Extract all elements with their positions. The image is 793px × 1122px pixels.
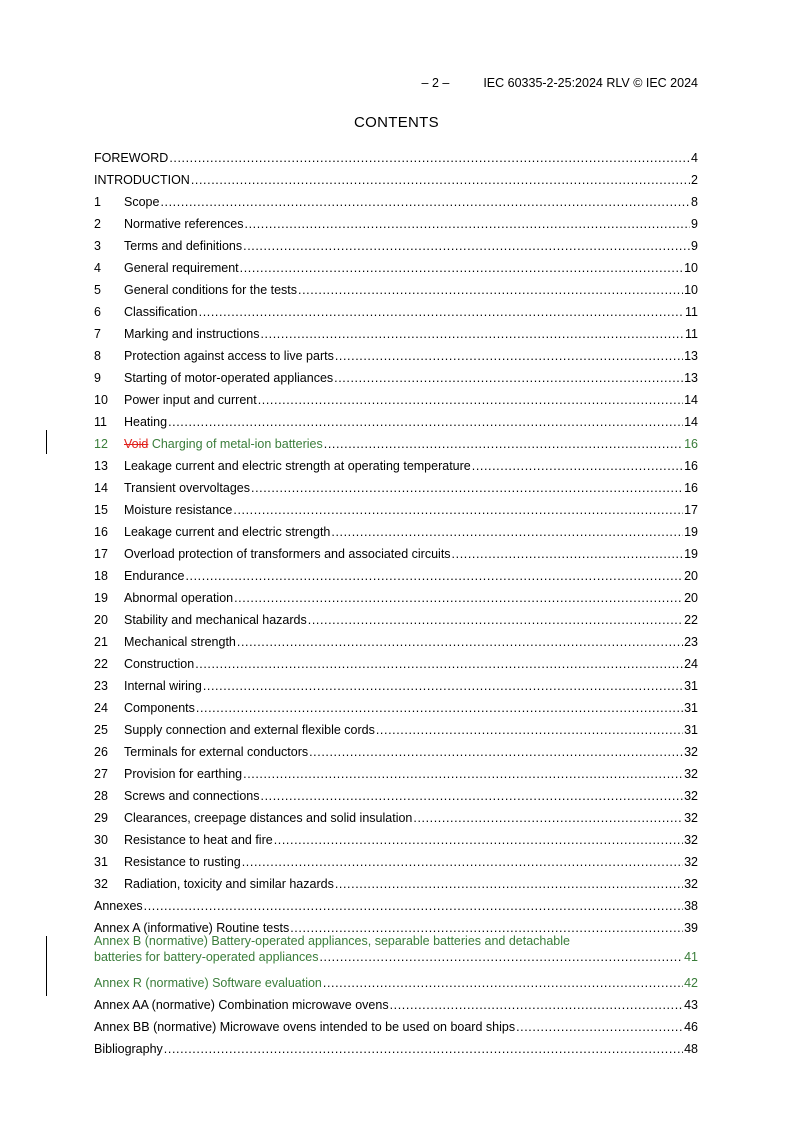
toc-entry-title: Normative references xyxy=(124,217,244,231)
dot-leader xyxy=(309,745,683,760)
toc-entry-page: 10 xyxy=(684,261,698,275)
toc-entry-page: 16 xyxy=(684,437,698,451)
toc-entry-title-continued: batteries for battery-operated appliances xyxy=(94,950,319,964)
dot-leader xyxy=(196,701,683,716)
toc-entry-page: 31 xyxy=(684,701,698,715)
toc-entry-page: 2 xyxy=(691,173,698,187)
toc-entry[interactable] xyxy=(94,496,698,518)
toc-entry-page: 32 xyxy=(684,767,698,781)
toc-entry-title: Annex BB (normative) Microwave ovens intended to be used on board ships xyxy=(94,1020,516,1034)
toc-entry-page: 9 xyxy=(691,239,698,253)
toc-entry-title: Transient overvoltages xyxy=(124,481,250,495)
dot-leader xyxy=(258,393,683,408)
dot-leader xyxy=(308,613,683,628)
dot-leader xyxy=(199,305,684,320)
toc-entry-title: Resistance to rusting xyxy=(124,855,241,869)
toc-entry[interactable] xyxy=(94,782,698,804)
toc-entry[interactable] xyxy=(94,672,698,694)
toc-entry-title: Endurance xyxy=(124,569,185,583)
toc-entry[interactable] xyxy=(94,870,698,892)
dot-leader xyxy=(185,569,683,584)
toc-entry[interactable] xyxy=(94,364,698,386)
toc-entry[interactable] xyxy=(94,298,698,320)
toc-entry-title: Heating xyxy=(124,415,168,429)
toc-entry-page: 39 xyxy=(684,921,698,935)
toc-entry-title: Components xyxy=(124,701,195,715)
toc-entry-page: 16 xyxy=(684,481,698,495)
toc-entry-page: 22 xyxy=(684,613,698,627)
toc-entry[interactable] xyxy=(94,584,698,606)
toc-entry[interactable] xyxy=(94,991,698,1013)
toc-entry[interactable] xyxy=(94,650,698,672)
dot-leader xyxy=(376,723,683,738)
dot-leader xyxy=(335,877,683,892)
toc-entry-title: Starting of motor-operated appliances xyxy=(124,371,334,385)
toc-entry-number: 29 xyxy=(94,811,108,825)
toc-entry-title: Annex R (normative) Software evaluation xyxy=(94,976,322,990)
toc-entry-number: 12 xyxy=(94,437,108,451)
dot-leader xyxy=(234,591,683,606)
toc-entry-page: 32 xyxy=(684,745,698,759)
toc-entry[interactable] xyxy=(94,826,698,848)
toc-entry-title: Resistance to heat and fire xyxy=(124,833,273,847)
toc-entry[interactable] xyxy=(94,562,698,584)
toc-entry[interactable] xyxy=(94,1035,698,1057)
dot-leader xyxy=(334,371,683,386)
toc-entry-number: 11 xyxy=(94,415,107,429)
change-bar-annex-b-r xyxy=(46,936,47,996)
toc-entry-number: 22 xyxy=(94,657,108,671)
toc-entry-page: 23 xyxy=(684,635,698,649)
dot-leader xyxy=(274,833,683,848)
toc-entry-number: 23 xyxy=(94,679,108,693)
dot-leader xyxy=(260,327,684,342)
toc-entry-page: 32 xyxy=(684,877,698,891)
toc-entry-title: General requirement xyxy=(124,261,239,275)
dot-leader xyxy=(237,635,683,650)
toc-entry-title: Clearances, creepage distances and solid insulation xyxy=(124,811,413,825)
toc-entry-title: Screws and connections xyxy=(124,789,260,803)
toc-entry[interactable] xyxy=(94,166,698,188)
toc-entry-number: 9 xyxy=(94,371,101,385)
toc-entry-number: 16 xyxy=(94,525,108,539)
toc-entry-page: 31 xyxy=(684,723,698,737)
toc-entry-page: 16 xyxy=(684,459,698,473)
toc-entry-page: 41 xyxy=(684,950,698,964)
toc-entry-page: 13 xyxy=(684,371,698,385)
toc-entry[interactable] xyxy=(94,738,698,760)
toc-entry-title: Leakage current and electric strength xyxy=(124,525,331,539)
toc-entry-page: 17 xyxy=(684,503,698,517)
toc-entry-title: Annex A (informative) Routine tests xyxy=(94,921,290,935)
toc-entry[interactable] xyxy=(94,320,698,342)
toc-entry[interactable] xyxy=(94,188,698,210)
toc-entry-page: 43 xyxy=(684,998,698,1012)
toc-entry-title: Abnormal operation xyxy=(124,591,234,605)
dot-leader xyxy=(144,899,683,914)
toc-entry[interactable] xyxy=(94,232,698,254)
toc-entry[interactable] xyxy=(94,804,698,826)
dot-leader xyxy=(472,459,683,474)
dot-leader xyxy=(331,525,683,540)
toc-entry-title: Annex B (normative) Battery-operated appliances, separable batteries and detachable xyxy=(94,934,570,948)
dot-leader xyxy=(261,789,684,804)
toc-entry[interactable] xyxy=(94,760,698,782)
toc-entry-title: Overload protection of transformers and associated circuits xyxy=(124,547,451,561)
toc-entry[interactable] xyxy=(94,210,698,232)
toc-entry-number: 21 xyxy=(94,635,108,649)
toc-entry-number: 27 xyxy=(94,767,108,781)
toc-entry-title: Leakage current and electric strength at operating temperature xyxy=(124,459,471,473)
dot-leader xyxy=(243,239,690,254)
toc-entry-number: 13 xyxy=(94,459,108,473)
toc-entry-title: General conditions for the tests xyxy=(124,283,298,297)
toc-entry-title: Protection against access to live parts xyxy=(124,349,334,363)
toc-entry-title: Marking and instructions xyxy=(124,327,260,341)
toc-entry-page: 20 xyxy=(684,591,698,605)
toc-entry[interactable] xyxy=(94,276,698,298)
dot-leader xyxy=(516,1020,683,1035)
toc-entry-page: 32 xyxy=(684,789,698,803)
dot-leader xyxy=(233,503,683,518)
toc-entry-title: Classification xyxy=(124,305,198,319)
toc-entry[interactable] xyxy=(94,386,698,408)
deleted-text: Void xyxy=(124,437,149,451)
toc-entry-number: 2 xyxy=(94,217,101,231)
toc-entry-number: 15 xyxy=(94,503,108,517)
toc-entry-page: 8 xyxy=(691,195,698,209)
toc-entry-title: Annex AA (normative) Combination microwave ovens xyxy=(94,998,389,1012)
toc-entry-number: 14 xyxy=(94,481,108,495)
toc-entry-page: 31 xyxy=(684,679,698,693)
toc-entry[interactable] xyxy=(94,606,698,628)
toc-entry[interactable] xyxy=(94,933,698,969)
dot-leader xyxy=(323,976,683,991)
dot-leader xyxy=(319,950,683,965)
dot-leader xyxy=(191,173,690,188)
dot-leader xyxy=(240,261,683,276)
toc-entry-number: 25 xyxy=(94,723,108,737)
toc-entry-number: 7 xyxy=(94,327,101,341)
toc-entry-page: 19 xyxy=(684,547,698,561)
toc-entry-title: Stability and mechanical hazards xyxy=(124,613,307,627)
document-reference: IEC 60335-2-25:2024 RLV © IEC 2024 xyxy=(483,76,698,90)
dot-leader xyxy=(251,481,683,496)
dot-leader xyxy=(195,657,683,672)
toc-entry-number: 31 xyxy=(94,855,108,869)
dot-leader xyxy=(245,217,691,232)
toc-entry-number: 20 xyxy=(94,613,108,627)
dot-leader xyxy=(390,998,684,1013)
toc-entry-number: 1 xyxy=(94,195,101,209)
toc-entry-number: 19 xyxy=(94,591,108,605)
toc-entry-page: 14 xyxy=(684,393,698,407)
toc-entry-number: 4 xyxy=(94,261,101,275)
toc-entry-title: Power input and current xyxy=(124,393,257,407)
toc-entry-title: INTRODUCTION xyxy=(94,173,190,187)
toc-entry-title: Supply connection and external flexible cords xyxy=(124,723,375,737)
toc-entry-number: 30 xyxy=(94,833,108,847)
toc-entry-page: 11 xyxy=(685,305,698,319)
dot-leader xyxy=(169,151,690,166)
toc-entry-page: 46 xyxy=(684,1020,698,1034)
dot-leader xyxy=(243,767,683,782)
toc-entry[interactable] xyxy=(94,518,698,540)
toc-entry[interactable] xyxy=(94,628,698,650)
toc-entry-number: 6 xyxy=(94,305,101,319)
toc-entry-page: 11 xyxy=(685,327,698,341)
dot-leader xyxy=(168,415,683,430)
toc-entry[interactable] xyxy=(94,342,698,364)
toc-entry-page: 32 xyxy=(684,811,698,825)
dot-leader xyxy=(160,195,690,210)
toc-entry-page: 20 xyxy=(684,569,698,583)
toc-entry[interactable] xyxy=(94,254,698,276)
toc-entry[interactable] xyxy=(94,144,698,166)
toc-entry-page: 48 xyxy=(684,1042,698,1056)
dot-leader xyxy=(335,349,683,364)
toc-entry-title: Charging of metal-ion batteries xyxy=(151,437,323,451)
toc-entry[interactable] xyxy=(94,474,698,496)
toc-entry-number: 32 xyxy=(94,877,108,891)
toc-entry[interactable] xyxy=(94,969,698,991)
toc-entry-title: Terms and definitions xyxy=(124,239,243,253)
toc-entry[interactable] xyxy=(94,892,698,914)
toc-entry-title: Annexes xyxy=(94,899,143,913)
toc-entry[interactable] xyxy=(94,848,698,870)
toc-entry-title: Moisture resistance xyxy=(124,503,233,517)
toc-entry[interactable] xyxy=(94,540,698,562)
toc-entry-number: 17 xyxy=(94,547,108,561)
page-number: – 2 – xyxy=(421,76,450,90)
dot-leader xyxy=(298,283,683,298)
toc-entry-number: 3 xyxy=(94,239,101,253)
dot-leader xyxy=(242,855,683,870)
toc-entry-number: 28 xyxy=(94,789,108,803)
toc-entry-title: Radiation, toxicity and similar hazards xyxy=(124,877,334,891)
toc-entry[interactable] xyxy=(94,430,698,452)
table-of-contents xyxy=(94,144,698,1057)
toc-entry-number: 26 xyxy=(94,745,108,759)
toc-entry-number: 5 xyxy=(94,283,101,297)
toc-entry-page: 4 xyxy=(691,151,698,165)
dot-leader xyxy=(324,437,683,452)
toc-entry-number: 18 xyxy=(94,569,108,583)
dot-leader xyxy=(203,679,683,694)
toc-entry-page: 14 xyxy=(684,415,698,429)
contents-title: CONTENTS xyxy=(354,114,439,131)
dot-leader xyxy=(452,547,684,562)
toc-entry-page: 42 xyxy=(684,976,698,990)
dot-leader xyxy=(413,811,683,826)
toc-entry-title: Provision for earthing xyxy=(124,767,243,781)
dot-leader xyxy=(164,1042,683,1057)
toc-entry-title: Terminals for external conductors xyxy=(124,745,309,759)
toc-entry[interactable] xyxy=(94,452,698,474)
toc-entry-page: 32 xyxy=(684,855,698,869)
toc-entry[interactable] xyxy=(94,694,698,716)
toc-entry[interactable] xyxy=(94,716,698,738)
toc-entry-page: 13 xyxy=(684,349,698,363)
toc-entry[interactable] xyxy=(94,1013,698,1035)
toc-entry-title: Internal wiring xyxy=(124,679,202,693)
change-bar-clause-12 xyxy=(46,430,47,454)
toc-entry-page: 38 xyxy=(684,899,698,913)
toc-entry-page: 24 xyxy=(684,657,698,671)
toc-entry-title: Bibliography xyxy=(94,1042,163,1056)
toc-entry-title: Construction xyxy=(124,657,195,671)
toc-entry-title: Mechanical strength xyxy=(124,635,236,649)
toc-entry-page: 9 xyxy=(691,217,698,231)
toc-entry-number: 8 xyxy=(94,349,101,363)
toc-entry-number: 10 xyxy=(94,393,108,407)
toc-entry-title: Scope xyxy=(124,195,160,209)
toc-entry-page: 19 xyxy=(684,525,698,539)
toc-entry[interactable] xyxy=(94,408,698,430)
page-header xyxy=(0,76,698,90)
toc-entry-page: 32 xyxy=(684,833,698,847)
toc-entry-page: 10 xyxy=(684,283,698,297)
toc-entry-number: 24 xyxy=(94,701,108,715)
toc-entry-title: FOREWORD xyxy=(94,151,169,165)
